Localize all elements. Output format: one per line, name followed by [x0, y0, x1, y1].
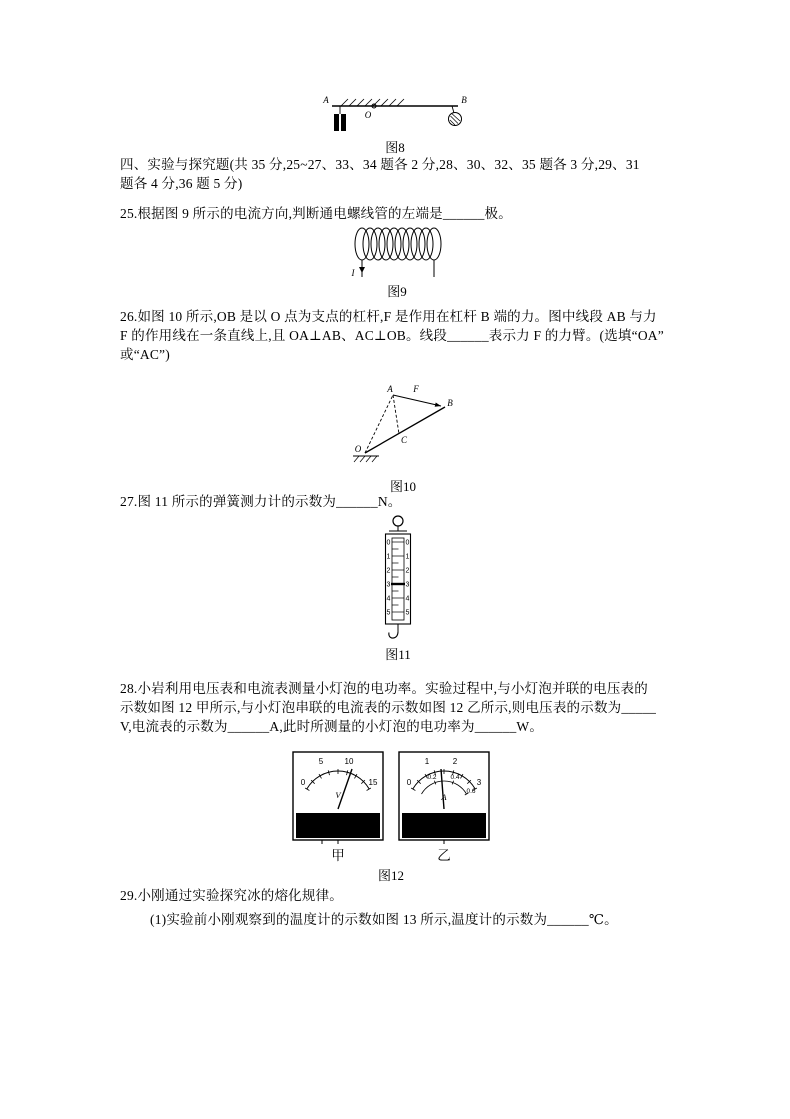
svg-text:1: 1	[386, 553, 391, 561]
figure-9-caption: 图9	[387, 284, 407, 299]
svg-text:2: 2	[405, 567, 410, 575]
svg-text:1: 1	[405, 553, 410, 561]
label-O: O	[364, 110, 371, 120]
scale-3: 3	[476, 778, 482, 787]
question-27	[120, 492, 401, 511]
label-B: B	[460, 95, 467, 105]
scale-0-2: 0.2	[427, 774, 437, 781]
scale-0: 0	[406, 778, 412, 787]
svg-text:0: 0	[405, 539, 410, 547]
question-28	[120, 679, 656, 736]
question-26-line-3: 或“AC”)	[120, 347, 170, 362]
label-C: C	[400, 435, 408, 445]
svg-text:5: 5	[405, 609, 410, 617]
label-A: A	[322, 95, 329, 105]
svg-text:3: 3	[386, 581, 391, 589]
meter-pair	[284, 751, 498, 864]
section-header	[120, 155, 640, 193]
figure-12-caption: 图12	[377, 868, 404, 883]
question-26	[120, 307, 664, 364]
terminal-3-label: 3	[335, 821, 341, 832]
voltmeter-drawing	[292, 751, 384, 844]
figure-10	[348, 383, 458, 495]
question-25-text: 25.根据图 9 所示的电流方向,判断通电螺线管的左端是______极。	[120, 206, 512, 221]
label-A: A	[387, 384, 393, 394]
scale-2: 2	[452, 757, 458, 766]
ground-hatch	[354, 456, 377, 462]
figure-8	[316, 90, 474, 156]
question-28-line-3: V,电流表的示数为______A,此时所测量的小灯泡的电功率为______W。	[120, 719, 544, 734]
solenoid-coil	[355, 228, 441, 260]
scale-15: 15	[368, 778, 378, 787]
svg-text:0: 0	[386, 539, 391, 547]
svg-text:3: 3	[405, 581, 410, 589]
figure-11-drawing	[380, 513, 416, 643]
svg-text:4: 4	[386, 595, 391, 603]
figure-9-drawing	[332, 222, 462, 280]
top-ring	[393, 516, 403, 526]
figure-9	[332, 222, 462, 300]
right-hanger-line	[452, 106, 454, 113]
figure-8-drawing	[318, 90, 473, 136]
question-29-text: 29.小刚通过实验探究冰的熔化规律。	[120, 888, 343, 903]
question-26-line-1: 26.如图 10 所示,OB 是以 O 点为支点的杠杆,F 是作用在杠杆 B 端的力。图中线段 AB 与力	[120, 309, 657, 324]
lever-OB	[365, 407, 445, 453]
bottom-hook	[389, 632, 398, 638]
segment-AC	[393, 395, 399, 434]
hanging-ball	[448, 113, 461, 126]
figure-11	[378, 513, 418, 663]
voltmeter-name: 甲	[331, 848, 345, 863]
question-29-sub1-text: (1)实验前小刚观察到的温度计的示数如图 13 所示,温度计的示数为______℃。	[150, 912, 618, 927]
terminal-minus-label: −	[415, 821, 421, 832]
svg-text:5: 5	[386, 609, 391, 617]
needle	[441, 769, 444, 809]
section-header-line-1: 四、实验与探究题(共 35 分,25~27、33、34 题各 2 分,28、30、32、35 题各 3 分,29、31	[120, 157, 640, 172]
question-25	[120, 204, 512, 223]
figure-10-caption: 图10	[389, 479, 416, 494]
label-O: O	[354, 444, 362, 454]
figure-10-drawing	[349, 383, 457, 475]
scale-0-6: 0.6	[466, 788, 476, 795]
current-label: I	[351, 268, 355, 278]
svg-text:2: 2	[386, 567, 391, 575]
ammeter-yi	[398, 751, 490, 864]
figure-8-caption: 图8	[385, 140, 405, 155]
terminal-3-label: 3	[467, 821, 473, 832]
ammeter-drawing	[398, 751, 490, 844]
label-B: B	[447, 398, 453, 408]
ampere-unit: A	[441, 792, 447, 802]
voltmeter-jia	[292, 751, 384, 864]
question-26-line-2: F 的作用线在一条直线上,且 OA⊥AB、AC⊥OB。线段______表示力 F 的力臂。(选填“OA”	[120, 328, 664, 343]
label-F: F	[413, 384, 419, 394]
question-29	[120, 886, 343, 905]
terminal-15-label: 15	[358, 821, 370, 832]
figure-12	[284, 751, 498, 884]
scale-0-4: 0.4	[450, 774, 460, 781]
scale-ticks	[392, 542, 404, 612]
terminal-0-6-label: 0.6	[438, 821, 450, 831]
needle	[338, 769, 352, 809]
figure-11-caption: 图11	[385, 647, 411, 662]
scale-numbers-right	[406, 540, 410, 617]
scale-numbers-left	[387, 540, 391, 617]
question-28-line-2: 示数如图 12 甲所示,与小灯泡串联的电流表的示数如图 12 乙所示,则电压表的示数为_____	[120, 700, 657, 715]
scale-10: 10	[344, 757, 354, 766]
svg-text:4: 4	[405, 595, 410, 603]
question-28-line-1: 28.小岩利用电压表和电流表测量小灯泡的电功率。实验过程中,与小灯泡并联的电压表的	[120, 681, 648, 696]
left-weight-block	[341, 114, 346, 131]
left-weight-block	[334, 114, 339, 131]
question-29-sub1	[150, 910, 618, 929]
ball-hatch	[450, 114, 460, 125]
scale-strip	[392, 538, 404, 620]
volt-unit: V	[335, 790, 341, 800]
current-arrow	[359, 267, 365, 273]
section-header-line-2: 题各 4 分,36 题 5 分)	[120, 176, 243, 191]
scale-1: 1	[424, 757, 430, 766]
question-27-text: 27.图 11 所示的弹簧测力计的示数为______N。	[120, 494, 402, 509]
ammeter-name: 乙	[437, 848, 451, 863]
scale-0: 0	[300, 778, 306, 787]
scale-5: 5	[318, 757, 324, 766]
terminal-minus-label: −	[309, 821, 315, 832]
force-line-AB	[393, 395, 441, 406]
